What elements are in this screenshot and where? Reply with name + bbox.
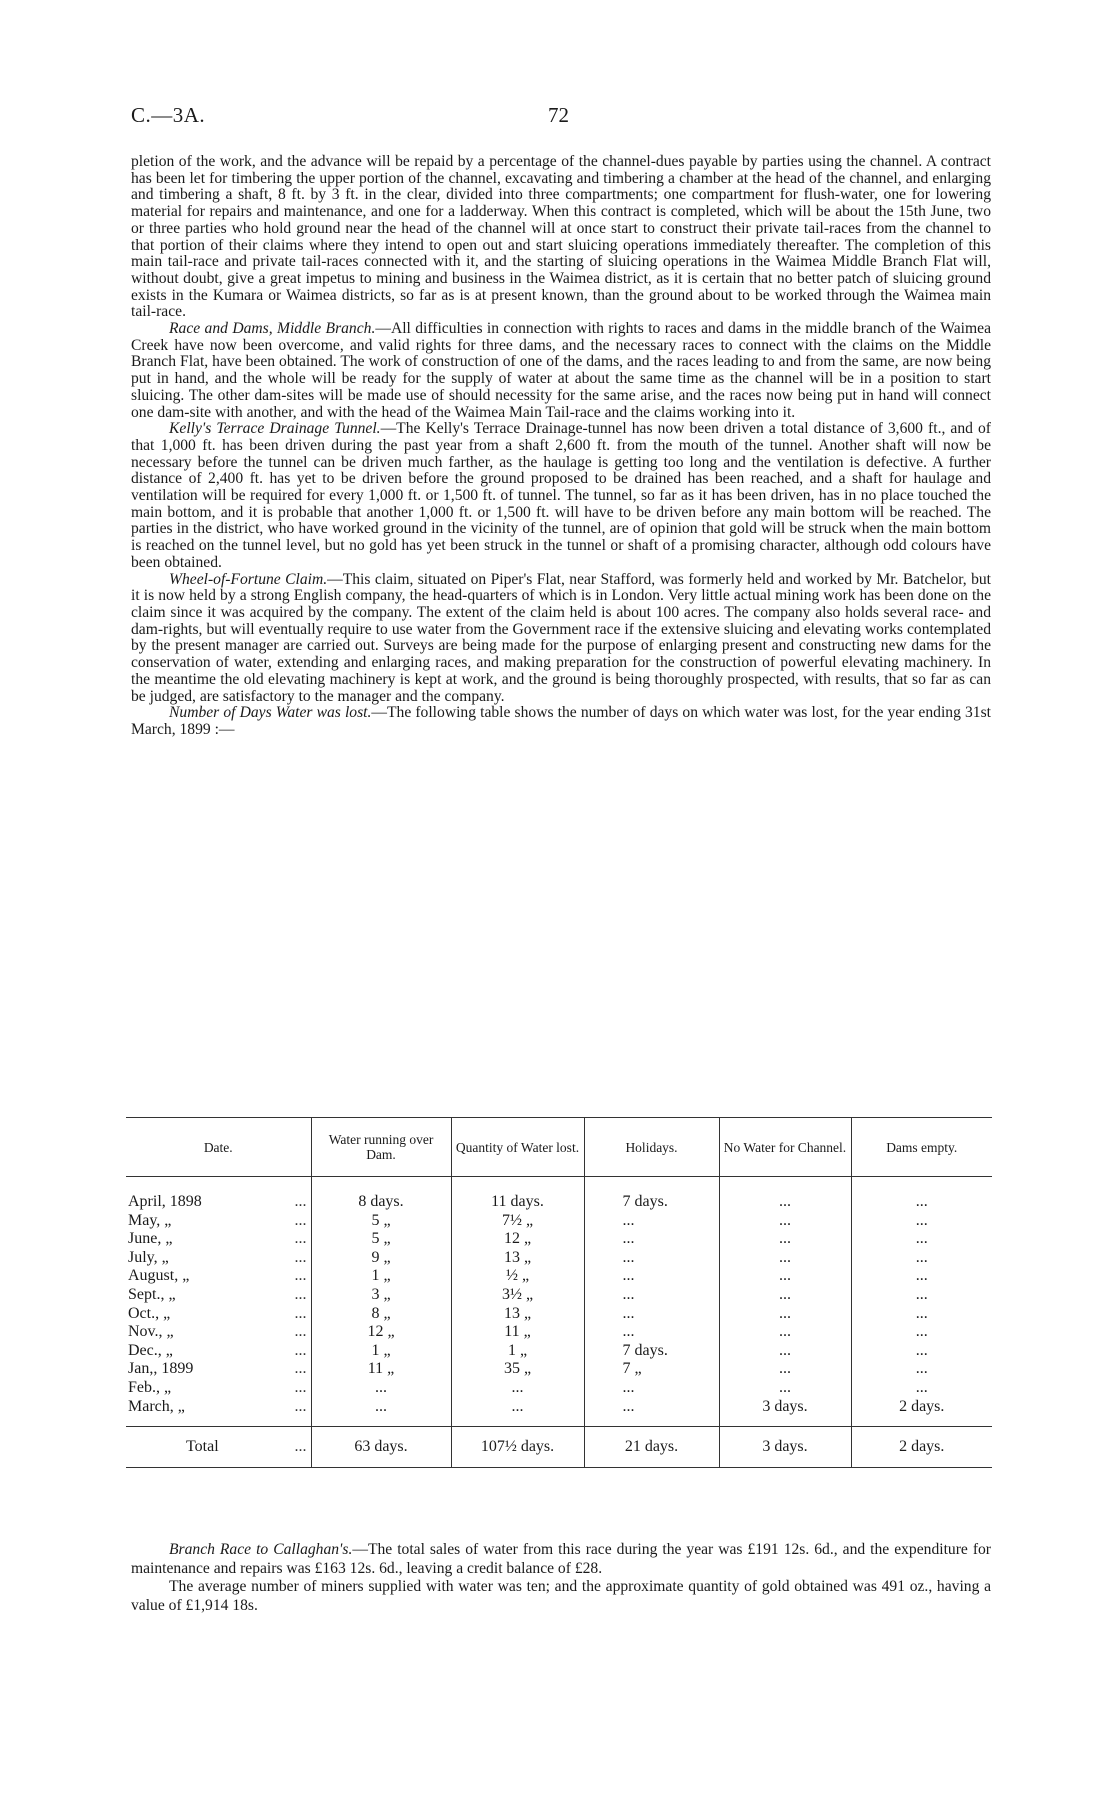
table-cell: 12 „ — [311, 1323, 451, 1342]
table-header-row — [126, 1118, 992, 1177]
date-cell: Sept., „ ... — [128, 1285, 307, 1303]
table-cell: ... — [719, 1342, 851, 1361]
column-header: No Water for Channel. — [719, 1118, 851, 1177]
table-cell: ... — [719, 1379, 851, 1398]
table-cell: 9 „ — [311, 1249, 451, 1268]
table-cell: ... — [584, 1212, 719, 1231]
table-row — [126, 1267, 992, 1286]
leader-dots: ... — [294, 1437, 307, 1455]
table-cell: ... — [719, 1360, 851, 1379]
total-label: Total ... — [126, 1427, 311, 1468]
table-cell: 7 „ — [584, 1360, 719, 1379]
table-cell: ... — [311, 1398, 451, 1427]
table-cell: 5 „ — [311, 1212, 451, 1231]
table-cell: 1 „ — [311, 1342, 451, 1361]
table-cell: ... — [851, 1305, 992, 1324]
water-lost-table — [126, 1117, 992, 1468]
total-cell: 3 days. — [719, 1427, 851, 1468]
date-cell: April, 1898 ... — [128, 1193, 307, 1210]
table-row — [126, 1379, 992, 1398]
page-number: 72 — [548, 103, 569, 127]
table-cell: ... — [719, 1249, 851, 1268]
table-cell: ... — [851, 1267, 992, 1286]
section-heading: Number of Days Water was lost. — [169, 704, 372, 722]
table-cell: ... — [584, 1267, 719, 1286]
table-row — [126, 1323, 992, 1342]
table-cell: ... — [719, 1286, 851, 1305]
section-heading: Kelly's Terrace Drainage Tunnel. — [169, 420, 381, 438]
total-cell: 21 days. — [584, 1427, 719, 1468]
closing-text — [131, 1541, 991, 1615]
table-cell: ... — [451, 1398, 584, 1427]
table-row — [126, 1177, 992, 1212]
section-heading: Wheel-of-Fortune Claim. — [169, 570, 328, 588]
leader-dots: ... — [294, 1248, 307, 1266]
table-cell: ... — [311, 1379, 451, 1398]
table-cell: 35 „ — [451, 1360, 584, 1379]
leader-dots: ... — [294, 1230, 307, 1248]
table-cell: ... — [851, 1323, 992, 1342]
table-cell: 7½ „ — [451, 1212, 584, 1231]
table-cell: 11 „ — [311, 1360, 451, 1379]
section-heading: Branch Race to Callaghan's. — [169, 1541, 353, 1558]
table-cell: ... — [851, 1212, 992, 1231]
table-cell: ... — [719, 1230, 851, 1249]
leader-dots: ... — [294, 1304, 307, 1322]
table-cell: 12 „ — [451, 1230, 584, 1249]
table-cell: 5 „ — [311, 1230, 451, 1249]
leader-dots: ... — [294, 1360, 307, 1378]
table-cell: ... — [584, 1323, 719, 1342]
column-header: Water running over Dam. — [311, 1118, 451, 1177]
date-cell: Nov., „ ... — [128, 1323, 307, 1341]
table-total-row — [126, 1427, 992, 1468]
table-cell: ... — [719, 1177, 851, 1212]
table-row — [126, 1249, 992, 1268]
leader-dots: ... — [294, 1267, 307, 1285]
paragraph: Wheel-of-Fortune Claim.—This claim, situated on Piper's Flat, near Stafford, was formerly held and worked by Mr. Batchelor, but it is now held by a strong English company, the head-quarters of which is in London. Very little actual mining work has been done on the claim since it was acquired by the company. The extent of the claim held is about 100 acres. The company also holds several race- and dam-rights, but will eventually require to use water from the Government race if the extensive sluicing and elevating works contemplated by the present manager are carried out. Surveys are being made for the purpose of enlarging present and constructing new dams for the conservation of water, extending and enlarging races, and making preparation for the construction of powerful elevating machinery. In the meantime the old elevating machinery is kept at work, and the ground is being thoroughly prospected, with results, that so far as can be judged, are satisfactory to the manager and the company. — [131, 570, 992, 705]
table-cell: ... — [851, 1230, 992, 1249]
table-row — [126, 1230, 992, 1249]
table-cell: 7 days. — [584, 1177, 719, 1212]
table-row — [126, 1286, 992, 1305]
total-cell: 107½ days. — [451, 1427, 584, 1468]
table-cell: 1 „ — [451, 1342, 584, 1361]
paragraph: Branch Race to Callaghan's.—The total sales of water from this race during the year was £191 12s. 6d., and the expenditure for maintenance and repairs was £163 12s. 6d., leaving a credit balance of £28. — [131, 1541, 992, 1577]
table-cell: ... — [584, 1379, 719, 1398]
paragraph: The average number of miners supplied with water was ten; and the approximate quantity of gold obtained was 491 oz., having a value of £1,914 18s. — [131, 1578, 991, 1614]
table-cell: 3 days. — [719, 1398, 851, 1427]
table-row — [126, 1305, 992, 1324]
table-body — [126, 1177, 992, 1468]
date-cell: June, „ ... — [128, 1230, 307, 1248]
table-cell: ... — [851, 1249, 992, 1268]
leader-dots: ... — [294, 1378, 307, 1396]
paragraph: Number of Days Water was lost.—The following table shows the number of days on which water was lost, for the year ending 31st March, 1899 :— — [131, 704, 991, 738]
leader-dots: ... — [294, 1341, 307, 1359]
leader-dots: ... — [294, 1193, 307, 1210]
leader-dots: ... — [294, 1211, 307, 1229]
paragraph: Kelly's Terrace Drainage Tunnel.—The Kelly's Terrace Drainage-tunnel has now been driven a total distance of 3,600 ft., and of that 1,000 ft. has been driven during the past year from a shaft 2,600 ft. from the mouth of the tunnel. Another shaft will now be necessary before the tunnel can be driven much farther, as the haulage is getting too long and the ventilation is defective. A further distance of 2,400 ft. has yet to be driven before the ground proposed to be drained has been reached, and a shaft for haulage and ventilation will be required for every 1,000 ft. or 1,500 ft. of tunnel. The tunnel, so far as it has been driven, has in no place touched the main bottom, and it is probable that another 1,000 ft. or 1,500 ft. will have to be driven before any main bottom will be reached. The parties in the district, who have worked ground in the vicinity of the tunnel, are of opinion that gold will be struck when the main bottom is reached on the tunnel level, but no gold has yet been struck in the tunnel or shaft of a promising character, although odd colours have been obtained. — [131, 420, 991, 571]
table-cell: 8 days. — [311, 1177, 451, 1212]
date-cell: Oct., „ ... — [128, 1304, 307, 1322]
table-cell: ... — [584, 1249, 719, 1268]
table-cell: ... — [719, 1267, 851, 1286]
table-row — [126, 1398, 992, 1427]
table-cell: 11 „ — [451, 1323, 584, 1342]
leader-dots: ... — [294, 1323, 307, 1341]
table-cell: ... — [719, 1305, 851, 1324]
table-cell: ... — [719, 1212, 851, 1231]
table-cell: 13 „ — [451, 1305, 584, 1324]
table-cell: 7 days. — [584, 1342, 719, 1361]
column-header: Dams empty. — [851, 1118, 992, 1177]
table-cell: 13 „ — [451, 1249, 584, 1268]
date-cell: March, „ ... — [128, 1397, 307, 1415]
date-cell: August, „ ... — [128, 1267, 307, 1285]
date-cell: Feb., „ ... — [128, 1378, 307, 1396]
table-cell: ... — [584, 1230, 719, 1249]
date-cell: May, „ ... — [128, 1211, 307, 1229]
date-cell: July, „ ... — [128, 1248, 307, 1266]
table-cell: ... — [719, 1323, 851, 1342]
date-cell: Dec., „ ... — [128, 1341, 307, 1359]
table-row — [126, 1360, 992, 1379]
table-row — [126, 1212, 992, 1231]
table-cell: ... — [584, 1286, 719, 1305]
column-header: Quantity of Water lost. — [451, 1118, 584, 1177]
table-cell: ... — [851, 1177, 992, 1212]
table-cell: ... — [451, 1379, 584, 1398]
table-cell: 1 „ — [311, 1267, 451, 1286]
column-header: Holidays. — [584, 1118, 719, 1177]
table-cell: 3 „ — [311, 1286, 451, 1305]
column-header: Date. — [126, 1118, 311, 1177]
document-reference: C.—3A. — [131, 103, 206, 127]
table-cell: 3½ „ — [451, 1286, 584, 1305]
leader-dots: ... — [294, 1397, 307, 1415]
table-cell: 8 „ — [311, 1305, 451, 1324]
section-heading: Race and Dams, Middle Branch. — [169, 320, 376, 338]
table-row — [126, 1342, 992, 1361]
paragraph: pletion of the work, and the advance will be repaid by a percentage of the channel-dues payable by parties using the channel. A contract has been let for timbering the upper portion of the channel, excavating and timbering a chamber at the head of the channel, and enlarging and timbering a shaft, 8 ft. by 3 ft. in the clear, divided into three compartments; one compartment for flush-water, one for lowering material for repairs and maintenance, and one for a ladderway. When this contract is completed, which will be about the 15th June, two or three parties who hold ground near the head of the channel will at once start to construct their private tail-races from the channel to that portion of their claims where they intend to open out and start sluicing operations immediately thereafter. The completion of this main tail-race and private tail-races connected with it, and the starting of sluicing operations in the Waimea Middle Branch Flat will, without doubt, give a great impetus to mining and business in the Waimea district, as it is certain that no better patch of sluicing ground exists in the Kumara or Waimea districts, so far as is at present known, than the ground about to be worked through the Waimea main tail-race. — [131, 153, 991, 321]
table-cell: ... — [851, 1342, 992, 1361]
date-cell: Jan,, 1899 ... — [128, 1360, 307, 1378]
leader-dots: ... — [294, 1285, 307, 1303]
table-cell: ... — [584, 1398, 719, 1427]
table-cell: ... — [584, 1305, 719, 1324]
table-cell: ... — [851, 1360, 992, 1379]
table-cell: 2 days. — [851, 1398, 992, 1427]
total-cell: 63 days. — [311, 1427, 451, 1468]
table-cell: ... — [851, 1379, 992, 1398]
total-cell: 2 days. — [851, 1427, 992, 1468]
paragraph: Race and Dams, Middle Branch.—All difficulties in connection with rights to races and dams in the middle branch of the Waimea Creek have now been overcome, and valid rights for three dams, and the necessary races to connect with the claims on the Middle Branch Flat, have been obtained. The work of construction of one of the dams, and the races leading to and from the same, are now being put in hand, and the whole will be ready for the supply of water at about the same time as the channel will be in a position to start sluicing. The other dam-sites will be made use of should necessity for the same arise, and the races now being put in hand will connect one dam-site with another, and with the head of the Waimea Main Tail-race and the claims working into it. — [131, 320, 991, 421]
table-cell: ... — [851, 1286, 992, 1305]
table-cell: 11 days. — [451, 1177, 584, 1212]
body-text — [131, 154, 991, 739]
table-cell: ½ „ — [451, 1267, 584, 1286]
